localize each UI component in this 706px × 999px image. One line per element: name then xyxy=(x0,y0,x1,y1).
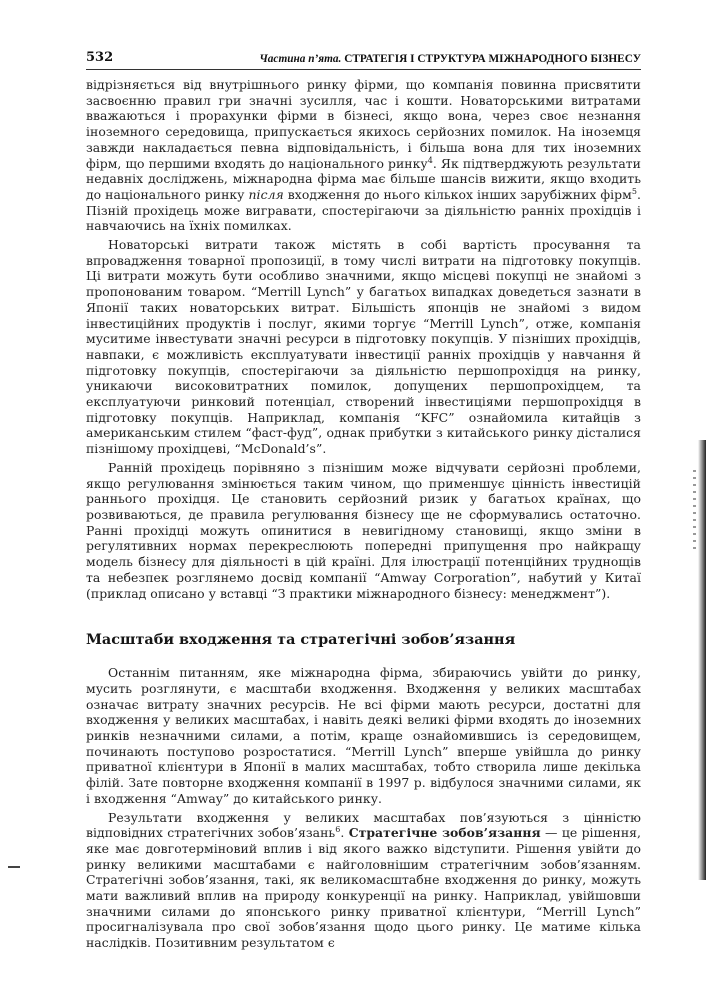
paragraph-p3 xyxy=(86,460,641,601)
paragraph-p4 xyxy=(86,665,641,806)
emphasis: після xyxy=(248,186,284,202)
scan-edge-marks xyxy=(693,470,696,550)
section-heading: Масштаби входження та стратегічні зобов’язання xyxy=(86,631,516,649)
paragraph-p5 xyxy=(86,810,641,951)
margin-mark xyxy=(8,866,20,868)
text-run: . Як підтверджують результати недавніх досліджень, міжнародна фірма має більше шансів вижити, якщо входить до національного ринку xyxy=(86,155,641,202)
scan-edge-shadow xyxy=(698,440,706,880)
text-run: відрізняється від внутрішнього ринку фірми, що компанія повинна присвятити засвоєнню правил гри значні зусилля, час і кошти. Новаторськими витратами вважаються і прорахунки фірми в бізнесі, якщо вона, через своє незнання іноземного середовища, припускається якихось серйозних помилок. На іноземця завжди накладається певна відповідальність, і більша вона для тих іноземних фірм, що першими входять до національного ринку xyxy=(86,77,641,171)
paragraph-p2 xyxy=(86,237,641,457)
running-title xyxy=(259,53,641,65)
text-run: Ранній прохідець порівняно з пізнішим може відчувати серйозні проблеми, якщо регулювання змінюється таким чином, що применшує цінність інвестицій раннього прохідця. Це становить серйозний ризик у багатьох країнах, що розвиваються, де правила регулювання бізнесу ще не сформувались остаточно. Ранні прохідці можуть опинитися в невигідному становищі, якщо зміни в регулятивних нормах перекреслюють попередні припущення про найкращу модель бізнесу для діяльності в цій країні. Для ілюстрації потенційних труднощів та небезпек розглянемо досвід компанії “Amway Corporation”, набутий у Китаї (приклад описано у вставці “З практики міжнародного бізнесу: менеджмент”). xyxy=(86,459,641,601)
footnote-ref: 5 xyxy=(631,186,637,196)
paragraph-p1 xyxy=(86,77,641,234)
text-run: Результати входження у великих масштабах пов’язуються з цінністю відповідних стратегічних зобов’язань xyxy=(86,809,641,841)
running-header xyxy=(86,46,641,70)
text-run: . xyxy=(340,825,349,841)
page-body xyxy=(86,77,641,951)
text-run: . Пізній прохідець може вигравати, спостерігаючи за діяльністю ранніх прохідців і навчаючись на їхніх помилках. xyxy=(86,186,641,234)
part-topic: СТРАТЕГІЯ І СТРУКТУРА МІЖНАРОДНОГО БІЗНЕСУ xyxy=(344,53,641,65)
text-run: Останнім питанням, яке міжнародна фірма, збираючись увійти до ринку, мусить розглянути, є масштаби входження. Входження у великих масштабах означає витрату значних ресурсів. Не всі фірми мають ресурси, достатні для входження у великих масштабах, і навіть деякі великі фірми входять до іноземних ринків незначними силами, а потім, краще ознайомившись із середовищем, починають поступово розростатися. “Merrill Lynch” вперше увійшла до ринку приватної клієнтури в Японії в малих масштабах, тобто створила лише декілька філій. Зате повторне входження компанії в 1997 р. відбулося значними силами, як і входження “Amway” до китайського ринку. xyxy=(86,665,641,806)
text-run: — це рішення, яке має довготерміновий вплив і від якого важко відступити. Рішення увійти до ринку великими масштабами є найголовнішим стратегічним зобов’язанням. Стратегічні зобов’язання, такі, як великомасштабне входження до ринку, можуть мати важливий вплив на природу конкуренції на ринку. Наприклад, увійшовши значними силами до японського ринку приватної клієнтури, “Merrill Lynch” просигналізувала про свої зобов’язання щодо цього ринку. Це матиме кілька наслідків. Позитивним результатом є xyxy=(86,825,641,951)
footnote-ref: 6 xyxy=(335,825,341,835)
footnote-ref: 4 xyxy=(427,155,433,165)
text-run: Новаторські витрати також містять в собі вартість просування та впровадження товарної пропозиції, в тому числі витрати на підготовку покупців. Ці витрати можуть бути особливо значними, якщо місцеві покупці не знайомі з пропонованим товаром. “Merrill Lynch” у багатьох випадках доведеться зазнати в Японії таких новаторських витрат. Більшість японців не знайомі з видом інвестиційних продуктів і послуг, якими торгує “Merrill Lynch”, отже, компанія муситиме інвестувати значні ресурси в підготовку покупців. У пізніших прохідців, навпаки, є можливість експлуатувати інвестиції ранніх прохідців у навчання й підготовку покупців, спостерігаючи за діяльністю першопрохідця на ринку, уникаючи високовитратних помилок, допущених першопрохідцем, та експлуатуючи ринковий потенціал, створений інвестиціями першопрохідця в підготовку покупців. Наприклад, компанія “KFC” ознайомила китайців з американським стилем “фаст-фуд”, однак прибутки з китайського ринку дісталися пізнішому прохідцеві, “McDonald’s”. xyxy=(86,237,641,457)
paragraphs-before-heading xyxy=(86,77,641,601)
paragraphs-after-heading xyxy=(86,665,641,951)
term-bold: Стратегічне зобов’язання xyxy=(348,825,541,841)
page-number: 532 xyxy=(86,50,114,65)
text-run: входження до нього кількох інших зарубіжних фірм xyxy=(283,186,632,202)
part-label: Частина п’ята. xyxy=(259,53,342,65)
